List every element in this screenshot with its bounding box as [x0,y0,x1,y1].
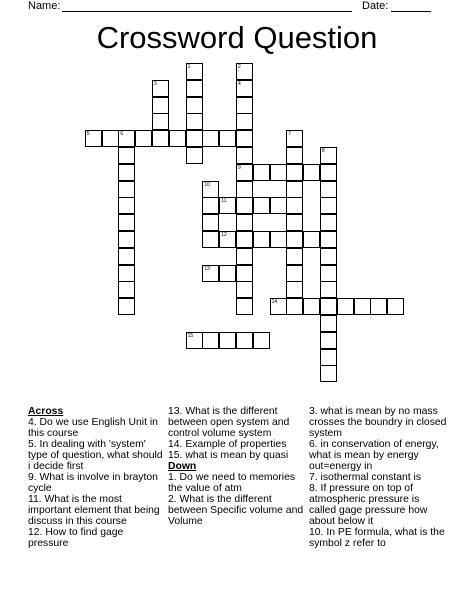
grid-cell[interactable] [118,248,135,265]
grid-cell[interactable] [270,164,287,181]
grid-cell[interactable] [152,113,169,130]
grid-cell[interactable] [320,298,337,315]
grid-cell[interactable] [118,197,135,214]
grid-cell[interactable] [118,214,135,231]
name-label: Name: [28,0,61,12]
grid-cell[interactable] [337,298,354,315]
grid-cell[interactable] [303,298,320,315]
grid-cell[interactable] [118,147,135,164]
clue-down-7: 7. isothermal constant is [309,472,422,483]
cell-number: 1 [187,64,191,70]
cell-number: 15 [187,332,194,339]
grid-cell[interactable] [320,147,337,164]
grid-cell[interactable] [118,265,135,282]
grid-cell[interactable] [186,80,203,97]
cell-number: 6 [120,131,124,138]
grid-cell[interactable] [135,130,152,147]
cell-number: 3 [154,80,157,87]
grid-cell[interactable] [320,265,337,282]
grid-cell[interactable] [186,130,203,147]
down-heading: Down [168,461,197,472]
clue-down-6: 6. in conservation of energy, what is mean by energy out=energy in [309,439,439,472]
grid-cell[interactable] [236,164,253,181]
grid-cell[interactable] [152,97,169,114]
grid-cell[interactable] [320,214,337,231]
cell-number: 14 [271,299,278,306]
clue-across-14: 14. Example of properties [168,439,287,450]
grid-cell[interactable] [270,231,287,248]
grid-cell[interactable] [219,231,236,248]
grid-cell[interactable] [118,181,135,198]
grid-cell[interactable] [236,97,253,114]
across-heading: Across [28,406,64,417]
clue-down-10: 10. In PE formula, what is the symbol z refer to [309,527,445,549]
grid-cell[interactable] [320,164,337,181]
cell-number: 13 [204,265,210,272]
grid-cell[interactable] [286,265,303,282]
grid-cell[interactable] [236,63,253,80]
grid-cell[interactable] [354,298,371,315]
clue-down-8: 8. If pressure on top of atmospheric pressure is called gage pressure how about below it [309,483,428,527]
cell-number: 8 [322,148,325,154]
grid-cell[interactable] [270,197,287,214]
grid-cell[interactable] [253,164,270,181]
grid-cell[interactable] [236,332,253,349]
grid-cell[interactable] [186,332,203,349]
grid-cell[interactable] [370,298,387,315]
grid-cell[interactable] [236,130,253,147]
grid-cell[interactable] [320,349,337,366]
grid-cell[interactable] [236,197,253,214]
grid-cell[interactable] [85,130,102,147]
cell-number: 9 [238,164,241,171]
grid-cell[interactable] [320,315,337,332]
grid-cell[interactable] [320,281,337,298]
grid-cell[interactable] [118,164,135,181]
grid-cell[interactable] [186,97,203,114]
grid-cell[interactable] [118,281,135,298]
grid-cell[interactable] [202,197,219,214]
grid-cell[interactable] [320,181,337,198]
grid-cell[interactable] [286,231,303,248]
grid-cell[interactable] [236,214,253,231]
date-label: Date: [362,0,389,12]
grid-cell[interactable] [236,113,253,130]
grid-cell[interactable] [320,248,337,265]
clue-across-11: 11. What is the most important element that being discuss in this course [28,494,160,527]
grid-cell[interactable] [202,265,219,282]
grid-cell[interactable] [320,231,337,248]
grid-cell[interactable] [186,147,203,164]
grid-cell[interactable] [202,181,219,198]
clue-down-3: 3. what is mean by no mass crosses the boundry in closed system [309,406,447,439]
grid-cell[interactable] [286,164,303,181]
grid-cell[interactable] [186,113,203,130]
clue-down-2: 2. What is the different between Specific volume and Volume [168,494,304,527]
grid-cell[interactable] [387,298,404,315]
grid-cell[interactable] [236,181,253,198]
clue-across-5: 5. In dealing with 'system' type of question, what should i decide first [28,439,163,472]
grid-cell[interactable] [286,214,303,231]
grid-cell[interactable] [236,298,253,315]
grid-cell[interactable] [303,164,320,181]
grid-cell[interactable] [286,281,303,298]
grid-cell[interactable] [102,130,119,147]
grid-cell[interactable] [320,197,337,214]
grid-cell[interactable] [202,130,219,147]
clue-column-down [309,406,449,549]
cell-number: 5 [86,131,90,138]
grid-cell[interactable] [186,63,203,80]
grid-cell[interactable] [286,248,303,265]
clue-across-12: 12. How to find gage pressure [28,527,124,549]
clue-down-1: 1. Do we need to memories the value of atm [168,472,296,494]
clue-across-9: 9. What is involve in brayton cycle [28,472,158,494]
cell-number: 7 [288,131,292,138]
grid-cell[interactable] [219,332,236,349]
grid-cell[interactable] [118,130,135,147]
grid-cell[interactable] [219,197,236,214]
cell-number: 11 [221,198,227,205]
cell-number: 2 [238,64,241,70]
grid-cell[interactable] [286,181,303,198]
grid-cell[interactable] [152,130,169,147]
cell-number: 12 [221,232,227,238]
grid-cell[interactable] [202,231,219,248]
grid-cell[interactable] [320,332,337,349]
grid-cell[interactable] [236,265,253,282]
grid-cell[interactable] [118,231,135,248]
grid-cell[interactable] [253,332,270,349]
grid-cell[interactable] [202,332,219,349]
grid-cell[interactable] [286,197,303,214]
cell-number: 10 [204,181,210,188]
grid-cell[interactable] [270,298,287,315]
grid-cell[interactable] [303,231,320,248]
grid-cell[interactable] [253,231,270,248]
grid-cell[interactable] [253,197,270,214]
clue-column-middle [168,406,304,527]
grid-cell[interactable] [236,80,253,97]
grid-cell[interactable] [320,365,337,382]
grid-cell[interactable] [236,248,253,265]
grid-cell[interactable] [118,298,135,315]
cell-number: 4 [238,80,241,87]
grid-cell[interactable] [152,80,169,97]
grid-cell[interactable] [236,281,253,298]
grid-cell[interactable] [236,231,253,248]
grid-cell[interactable] [236,147,253,164]
grid-cell[interactable] [202,214,219,231]
clue-across-13: 13. What is the different between open system and control volume system [168,406,290,439]
clue-across-4: 4. Do we use English Unit in this course [28,417,158,439]
clue-across-15: 15. what is mean by quasi [168,450,289,461]
grid-cell[interactable] [219,265,236,282]
grid-cell[interactable] [169,130,186,147]
grid-cell[interactable] [219,130,236,147]
clue-column-across [28,406,163,549]
page-title: Crossword Question [96,20,378,55]
grid-cell[interactable] [286,298,303,315]
grid-cell[interactable] [286,130,303,147]
grid-cell[interactable] [286,147,303,164]
